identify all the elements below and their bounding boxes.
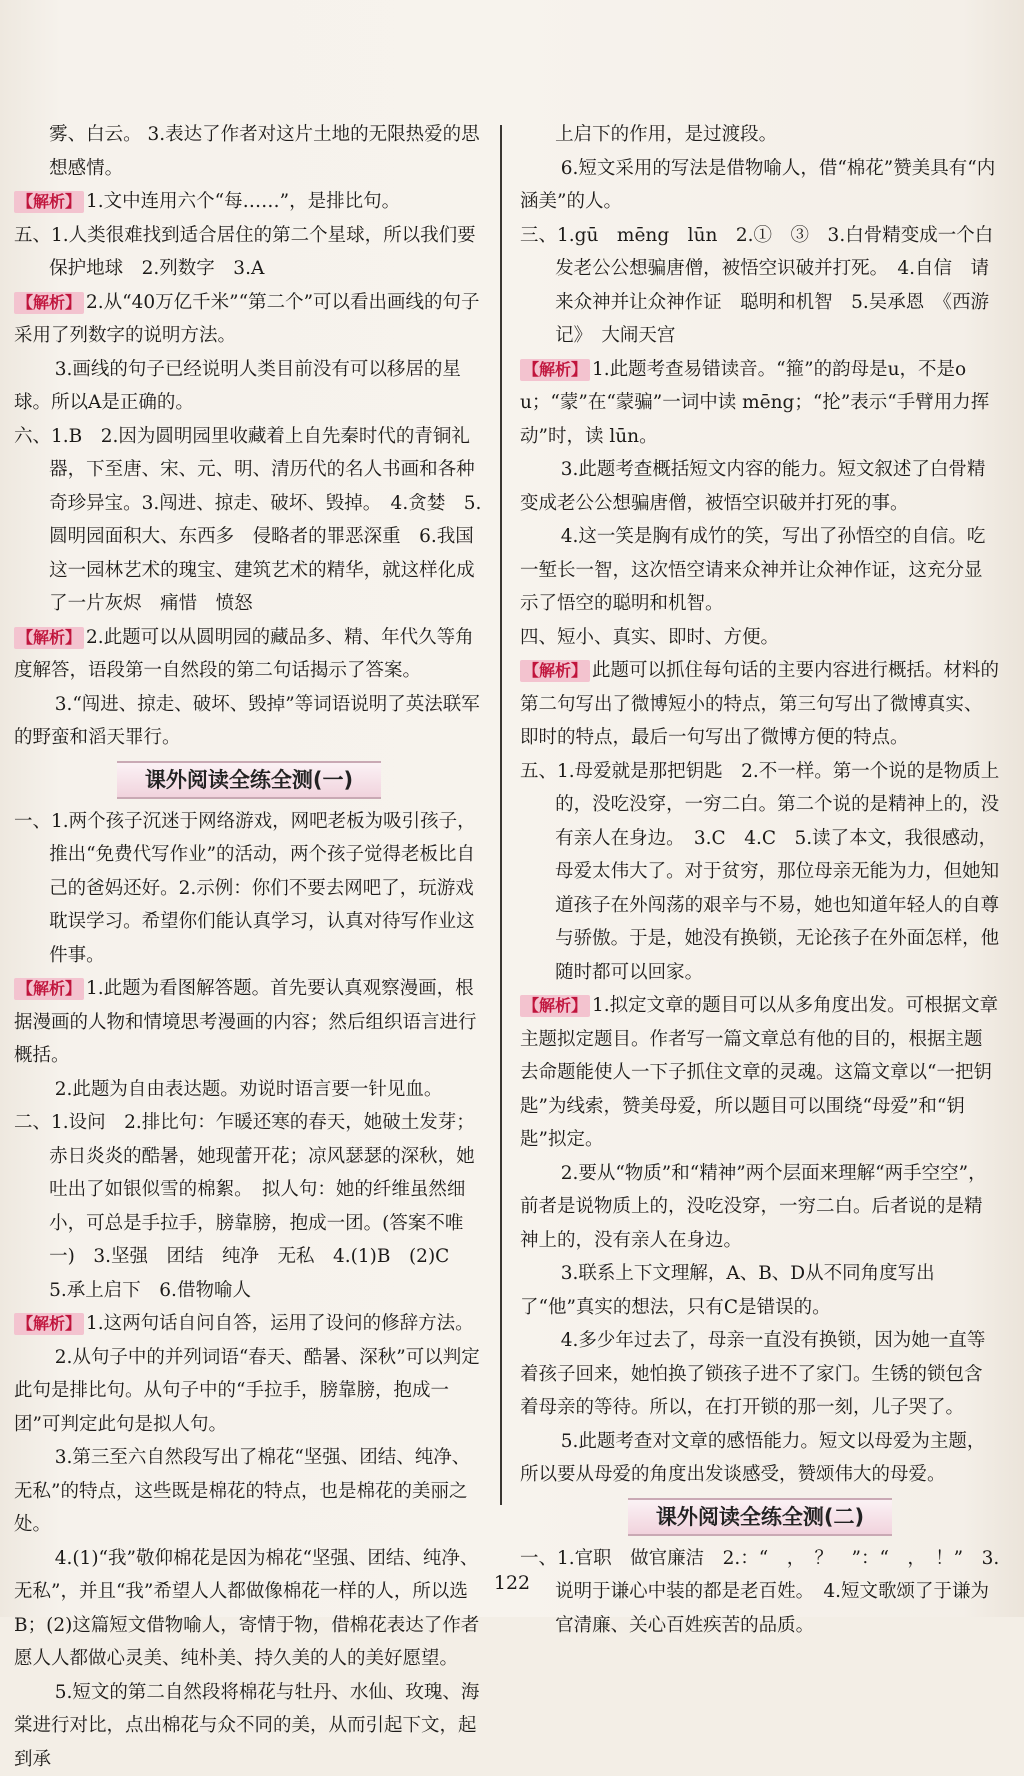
answer-paragraph bbox=[520, 1324, 1000, 1425]
analysis-paragraph bbox=[14, 185, 484, 219]
analysis-tag: 【解析】 bbox=[14, 292, 84, 314]
section-title bbox=[520, 1498, 1000, 1536]
answer-paragraph bbox=[520, 118, 1000, 152]
answer-paragraph bbox=[14, 1341, 484, 1442]
analysis-paragraph bbox=[14, 972, 484, 1073]
analysis-paragraph bbox=[14, 621, 484, 688]
analysis-paragraph bbox=[520, 353, 1000, 454]
paragraph-text: 3.画线的句子已经说明人类目前没有可以移居的星球。所以A是正确的。 bbox=[14, 359, 461, 414]
paragraph-text: 4.多少年过去了，母亲一直没有换锁，因为她一直等着孩子回来，她怕换了锁孩子进不了家门。生锈的锁包含着母亲的等待。所以，在打开锁的那一刻，儿子哭了。 bbox=[520, 1330, 985, 1418]
analysis-paragraph bbox=[520, 989, 1000, 1157]
answer-paragraph bbox=[520, 755, 1000, 990]
column-divider bbox=[500, 125, 502, 1505]
answer-paragraph bbox=[14, 1106, 484, 1307]
paragraph-text: 2.从句子中的并列词语“春天、酷暑、深秋”可以判定此句是排比句。从句子中的“手拉手，膀靠膀，抱成一团”可判定此句是拟人句。 bbox=[14, 1347, 480, 1435]
section-title-text: 课外阅读全练全测(二) bbox=[628, 1498, 892, 1536]
answer-paragraph bbox=[14, 353, 484, 420]
paragraph-text: 三、1.gū mēng lūn 2.① ③ 3.白骨精变成一个白发老公公想骗唐僧，被悟空识破并打死。 4.自信 请来众神并让众神作证 聪明和机智 5.吴承恩 《西游记》 大闹天宫 bbox=[520, 225, 993, 347]
answer-paragraph bbox=[14, 1441, 484, 1542]
paragraph-text: 1.此题考查易错读音。“箍”的韵母是u，不是ou；“蒙”在“蒙骗”一词中读 mēng；“抡”表示“手臂用力挥动”时，读 lūn。 bbox=[520, 359, 989, 447]
paragraph-text: 一、1.两个孩子沉迷于网络游戏，网吧老板为吸引孩子，推出“免费代写作业”的活动，两个孩子觉得老板比自己的爸妈还好。2.示例：你们不要去网吧了，玩游戏耽误学习。希望你们能认真学习，认真对待写作业这件事。 bbox=[14, 811, 476, 966]
answer-paragraph bbox=[520, 219, 1000, 353]
analysis-tag: 【解析】 bbox=[14, 978, 84, 1000]
paragraph-text: 2.此题为自由表达题。劝说时语言要一针见血。 bbox=[55, 1079, 443, 1100]
answer-paragraph bbox=[520, 1157, 1000, 1258]
paragraph-text: 一、1.官职 做官廉洁 2.：“ ， ？ ”：“ ， ！” 3.说明于谦心中装的都是老百姓。 4.短文歌颂了于谦为官清廉、关心百姓疾苦的品质。 bbox=[520, 1548, 999, 1636]
answer-paragraph bbox=[14, 1676, 484, 1776]
answer-paragraph bbox=[520, 1425, 1000, 1492]
paragraph-text: 3.此题考查概括短文内容的能力。短文叙述了白骨精变成老公公想骗唐僧，被悟空识破并打死的事。 bbox=[520, 459, 985, 514]
paragraph-text: 5.此题考查对文章的感悟能力。短文以母爱为主题，所以要从母爱的角度出发谈感受，赞颂伟大的母爱。 bbox=[520, 1431, 985, 1486]
answer-paragraph bbox=[14, 219, 484, 286]
analysis-tag: 【解析】 bbox=[14, 1313, 84, 1335]
analysis-tag: 【解析】 bbox=[520, 660, 590, 682]
answer-paragraph bbox=[520, 520, 1000, 621]
paragraph-text: 3.“闯进、掠走、破坏、毁掉”等词语说明了英法联军的野蛮和滔天罪行。 bbox=[14, 694, 480, 749]
paragraph-text: 2.此题可以从圆明园的藏品多、精、年代久等角度解答，语段第一自然段的第二句话揭示了答案。 bbox=[14, 627, 474, 682]
paragraph-text: 1.拟定文章的题目可以从多角度出发。可根据文章主题拟定题目。作者写一篇文章总有他的目的，根据主题去命题能使人一下子抓住文章的灵魂。这篇文章以“一把钥匙”为线索，赞美母爱，所以题目可以围绕“母爱”和“钥匙”拟定。 bbox=[520, 995, 998, 1150]
paragraph-text: 4.(1)“我”敬仰棉花是因为棉花“坚强、团结、纯净、无私”，并且“我”希望人人都做像棉花一样的人，所以选B；(2)这篇短文借物喻人，寄情于物，借棉花表达了作者愿人人都做心灵美、纯朴美、持久美的人的美好愿望。 bbox=[14, 1548, 479, 1670]
paragraph-text: 3.联系上下文理解，A、B、D从不同角度写出了“他”真实的想法，只有C是错误的。 bbox=[520, 1263, 935, 1318]
paragraph-text: 四、短小、真实、即时、方便。 bbox=[520, 627, 779, 648]
paragraph-text: 4.这一笑是胸有成竹的笑，写出了孙悟空的自信。吃一堑长一智，这次悟空请来众神并让众神作证，这充分显示了悟空的聪明和机智。 bbox=[520, 526, 985, 614]
answer-paragraph bbox=[14, 688, 484, 755]
paragraph-text: 雾、白云。 3.表达了作者对这片土地的无限热爱的思想感情。 bbox=[49, 124, 480, 179]
analysis-paragraph bbox=[14, 286, 484, 353]
answer-paragraph bbox=[14, 1542, 484, 1676]
paragraph-text: 2.从“40万亿千米”“第二个”可以看出画线的句子采用了列数字的说明方法。 bbox=[14, 292, 480, 347]
paragraph-text: 6.短文采用的写法是借物喻人，借“棉花”赞美具有“内涵美”的人。 bbox=[520, 158, 995, 213]
answer-paragraph bbox=[14, 805, 484, 973]
paragraph-text: 1.文中连用六个“每……”，是排比句。 bbox=[86, 191, 400, 212]
paragraph-text: 2.要从“物质”和“精神”两个层面来理解“两手空空”，前者是说物质上的，没吃没穿，一穷二白。后者说的是精神上的，没有亲人在身边。 bbox=[520, 1163, 987, 1251]
answer-paragraph bbox=[520, 453, 1000, 520]
paragraph-text: 六、1.B 2.因为圆明园里收藏着上自先秦时代的青铜礼器，下至唐、宋、元、明、清历代的名人书画和各种奇珍异宝。3.闯进、掠走、破坏、毁掉。 4.贪婪 5.圆明园面积大、东西多 侵略者的罪恶深重 6.我国这一园林艺术的瑰宝、建筑艺术的精华，就这样化成了一片灰烬 痛惜 愤怒 bbox=[14, 426, 481, 615]
analysis-paragraph bbox=[520, 654, 1000, 755]
left-column bbox=[14, 118, 484, 1776]
analysis-tag: 【解析】 bbox=[14, 627, 84, 649]
answer-paragraph bbox=[520, 152, 1000, 219]
paragraph-text: 5.短文的第二自然段将棉花与牡丹、水仙、玫瑰、海棠进行对比，点出棉花与众不同的美，从而引起下文，起到承 bbox=[14, 1682, 479, 1770]
analysis-paragraph bbox=[14, 1307, 484, 1341]
analysis-tag: 【解析】 bbox=[520, 359, 590, 381]
paragraph-text: 1.此题为看图解答题。首先要认真观察漫画，根据漫画的人物和情境思考漫画的内容；然后组织语言进行概括。 bbox=[14, 978, 477, 1066]
right-column bbox=[520, 118, 1000, 1642]
answer-paragraph bbox=[14, 420, 484, 621]
paragraph-text: 此题可以抓住每句话的主要内容进行概括。材料的第二句写出了微博短小的特点，第三句写出了微博真实、即时的特点，最后一句写出了微博方便的特点。 bbox=[520, 660, 999, 748]
paragraph-text: 上启下的作用，是过渡段。 bbox=[555, 124, 777, 145]
answer-paragraph bbox=[14, 1073, 484, 1107]
answer-paragraph bbox=[520, 621, 1000, 655]
section-title-text: 课外阅读全练全测(一) bbox=[117, 761, 381, 799]
paragraph-text: 二、1.设问 2.排比句：乍暖还寒的春天，她破土发芽；赤日炎炎的酷暑，她现蕾开花；凉风瑟瑟的深秋，她吐出了如银似雪的棉絮。 拟人句：她的纤维虽然细小，可总是手拉手，膀靠膀，抱成一团。(答案不唯一) 3.坚强 团结 纯净 无私 4.(1)B (2)C 5.承上启下 6.借物喻人 bbox=[14, 1112, 475, 1301]
analysis-tag: 【解析】 bbox=[520, 995, 590, 1017]
paragraph-text: 3.第三至六自然段写出了棉花“坚强、团结、纯净、无私”的特点，这些既是棉花的特点，也是棉花的美丽之处。 bbox=[14, 1447, 470, 1535]
answer-paragraph bbox=[14, 118, 484, 185]
answer-paragraph bbox=[520, 1257, 1000, 1324]
section-title bbox=[14, 761, 484, 799]
paragraph-text: 五、1.母爱就是那把钥匙 2.不一样。第一个说的是物质上的，没吃没穿，一穷二白。第二个说的是精神上的，没有亲人在身边。 3.C 4.C 5.读了本文，我很感动，母爱太伟大了。对于贫穷，那位母亲无能为力，但她知道孩子在外闯荡的艰辛与不易，她也知道年轻人的自尊与骄傲。于是，她没有换锁，无论孩子在外面怎样，他随时都可以回家。 bbox=[520, 761, 999, 983]
analysis-tag: 【解析】 bbox=[14, 191, 84, 213]
paragraph-text: 1.这两句话自问自答，运用了设问的修辞方法。 bbox=[86, 1313, 474, 1334]
page-number: 122 bbox=[0, 1572, 1024, 1594]
paragraph-text: 五、1.人类很难找到适合居住的第二个星球，所以我们要保护地球 2.列数字 3.A bbox=[14, 225, 476, 280]
